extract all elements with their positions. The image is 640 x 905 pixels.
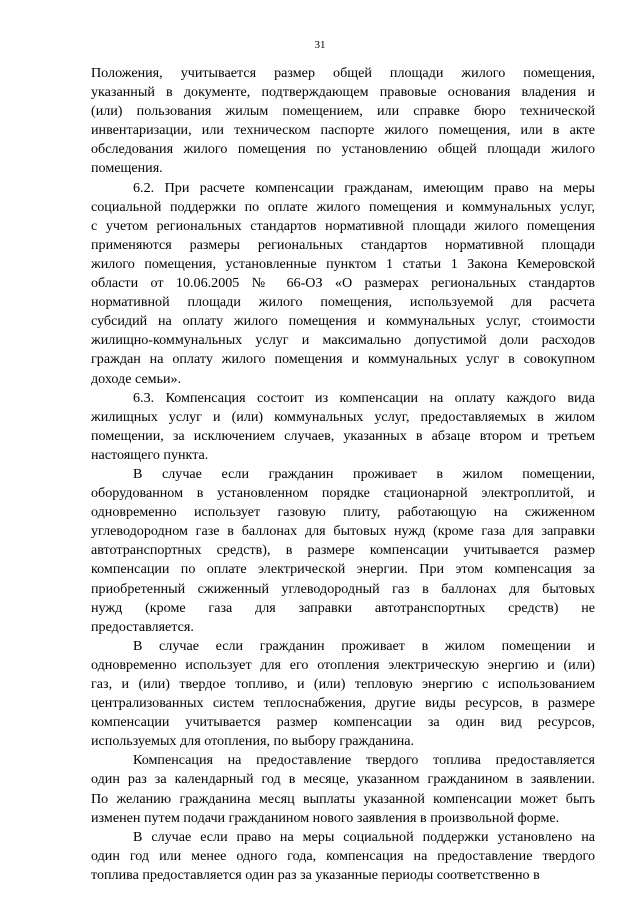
text-line: компенсации по оплате электрической энергии. При этом компенсация за xyxy=(91,561,595,578)
paragraph xyxy=(91,637,595,752)
paragraph xyxy=(91,828,595,885)
text-line: топлива предоставляется один раз за указанные периоды соответственно в xyxy=(91,866,540,883)
text-line: применяются размеры региональных стандартов нормативной площади xyxy=(91,236,595,253)
text-line: газ, и (или) твердое топливо, и (или) тепловую энергию с использованием xyxy=(91,676,595,692)
text-line: помещения. xyxy=(91,160,163,177)
text-line: граждан на оплату жилого помещения и коммунальных услуг в совокупном xyxy=(91,351,595,368)
text-line: один год или менее одного года, компенсация на предоставление твердого xyxy=(91,847,595,864)
text-line: указанный в документе, подтверждающем правовые основания владения и xyxy=(91,84,595,101)
text-line: одновременно использует для его отопления электрическую энергию и (или) xyxy=(91,656,595,673)
paragraph xyxy=(91,179,595,389)
text-line: доходе семьи». xyxy=(91,370,182,387)
text-line: Компенсация на предоставление твердого топлива предоставляется xyxy=(133,752,595,769)
paragraph xyxy=(91,751,595,827)
text-line: жилищных услуг и (или) коммунальных услуг, предоставляемых в жилом xyxy=(91,408,595,425)
text-line: По желанию гражданина месяц выплаты указанной компенсации может быть xyxy=(91,790,595,807)
page-number: 31 xyxy=(314,39,326,51)
text-line: нужд (кроме газа для заправки автотранспортных средств) не xyxy=(91,599,595,616)
text-line: В случае если гражданин проживает в жилом помещении и xyxy=(133,637,595,654)
document-body xyxy=(91,64,595,885)
text-line: области от 10.06.2005 № 66-ОЗ «О размерах региональных стандартов xyxy=(91,275,595,292)
paragraph xyxy=(91,389,595,465)
text-line: компенсации учитывается размер компенсации за один вид ресурсов, xyxy=(91,714,595,731)
text-line: жилого помещения, установленные пунктом 1 статьи 1 Закона Кемеровской xyxy=(91,255,595,272)
text-line: В случае если гражданин проживает в жилом помещении, xyxy=(133,465,595,482)
text-line: жилищно-коммунальных услуг и максимально допустимой доли расходов xyxy=(91,332,595,349)
text-line: предоставляется. xyxy=(91,618,194,635)
text-line: с учетом региональных стандартов нормативной площади жилого помещения xyxy=(91,217,595,234)
text-line: инвентаризации, или техническом паспорте жилого помещения, или в акте xyxy=(91,122,595,139)
text-line: одновременно использует газовую плиту, работающую на сжиженном xyxy=(91,504,595,521)
text-line: изменен путем подачи гражданином нового заявления в произвольной форме. xyxy=(91,809,560,826)
text-line: Положения, учитывается размер общей площади жилого помещения, xyxy=(91,65,595,81)
text-line: централизованных систем теплоснабжения, другие виды ресурсов, в размере xyxy=(91,695,595,712)
text-line: субсидий на оплату жилого помещения и коммунальных услуг, стоимости xyxy=(91,313,595,330)
paragraph xyxy=(91,64,595,179)
text-line: оборудованном в установленном порядке стационарной электроплитой, и xyxy=(91,485,595,502)
text-line: приобретенный сжиженный углеводородный газ в баллонах для бытовых xyxy=(91,580,595,597)
text-line: (или) пользования жилым помещением, или справке бюро технической xyxy=(91,103,595,120)
text-line: один раз за календарный год в месяце, указанном гражданином в заявлении. xyxy=(91,771,595,788)
text-line: нормативной площади жилого помещения, используемой для расчета xyxy=(91,294,595,311)
text-line: настоящего пункта. xyxy=(91,446,209,463)
text-line: используемых для отопления, по выбору гражданина. xyxy=(91,733,415,750)
paragraph xyxy=(91,465,595,637)
text-line: углеводородном газе в баллонах для бытовых нужд (кроме газа для заправки xyxy=(91,523,595,540)
text-line: обследования жилого помещения по установлению общей площади жилого xyxy=(91,141,595,158)
text-line: помещении, за исключением случаев, указанных в абзаце втором и третьем xyxy=(91,427,595,444)
text-line: социальной поддержки по оплате жилого помещения и коммунальных услуг, xyxy=(91,198,595,215)
text-line: 6.3. Компенсация состоит из компенсации на оплату каждого вида xyxy=(133,389,595,406)
text-line: 6.2. При расчете компенсации гражданам, имеющим право на меры xyxy=(133,179,595,196)
text-line: автотранспортных средств), в размере компенсации учитывается размер xyxy=(91,542,595,559)
text-line: В случае если право на меры социальной поддержки установлено на xyxy=(133,828,595,845)
